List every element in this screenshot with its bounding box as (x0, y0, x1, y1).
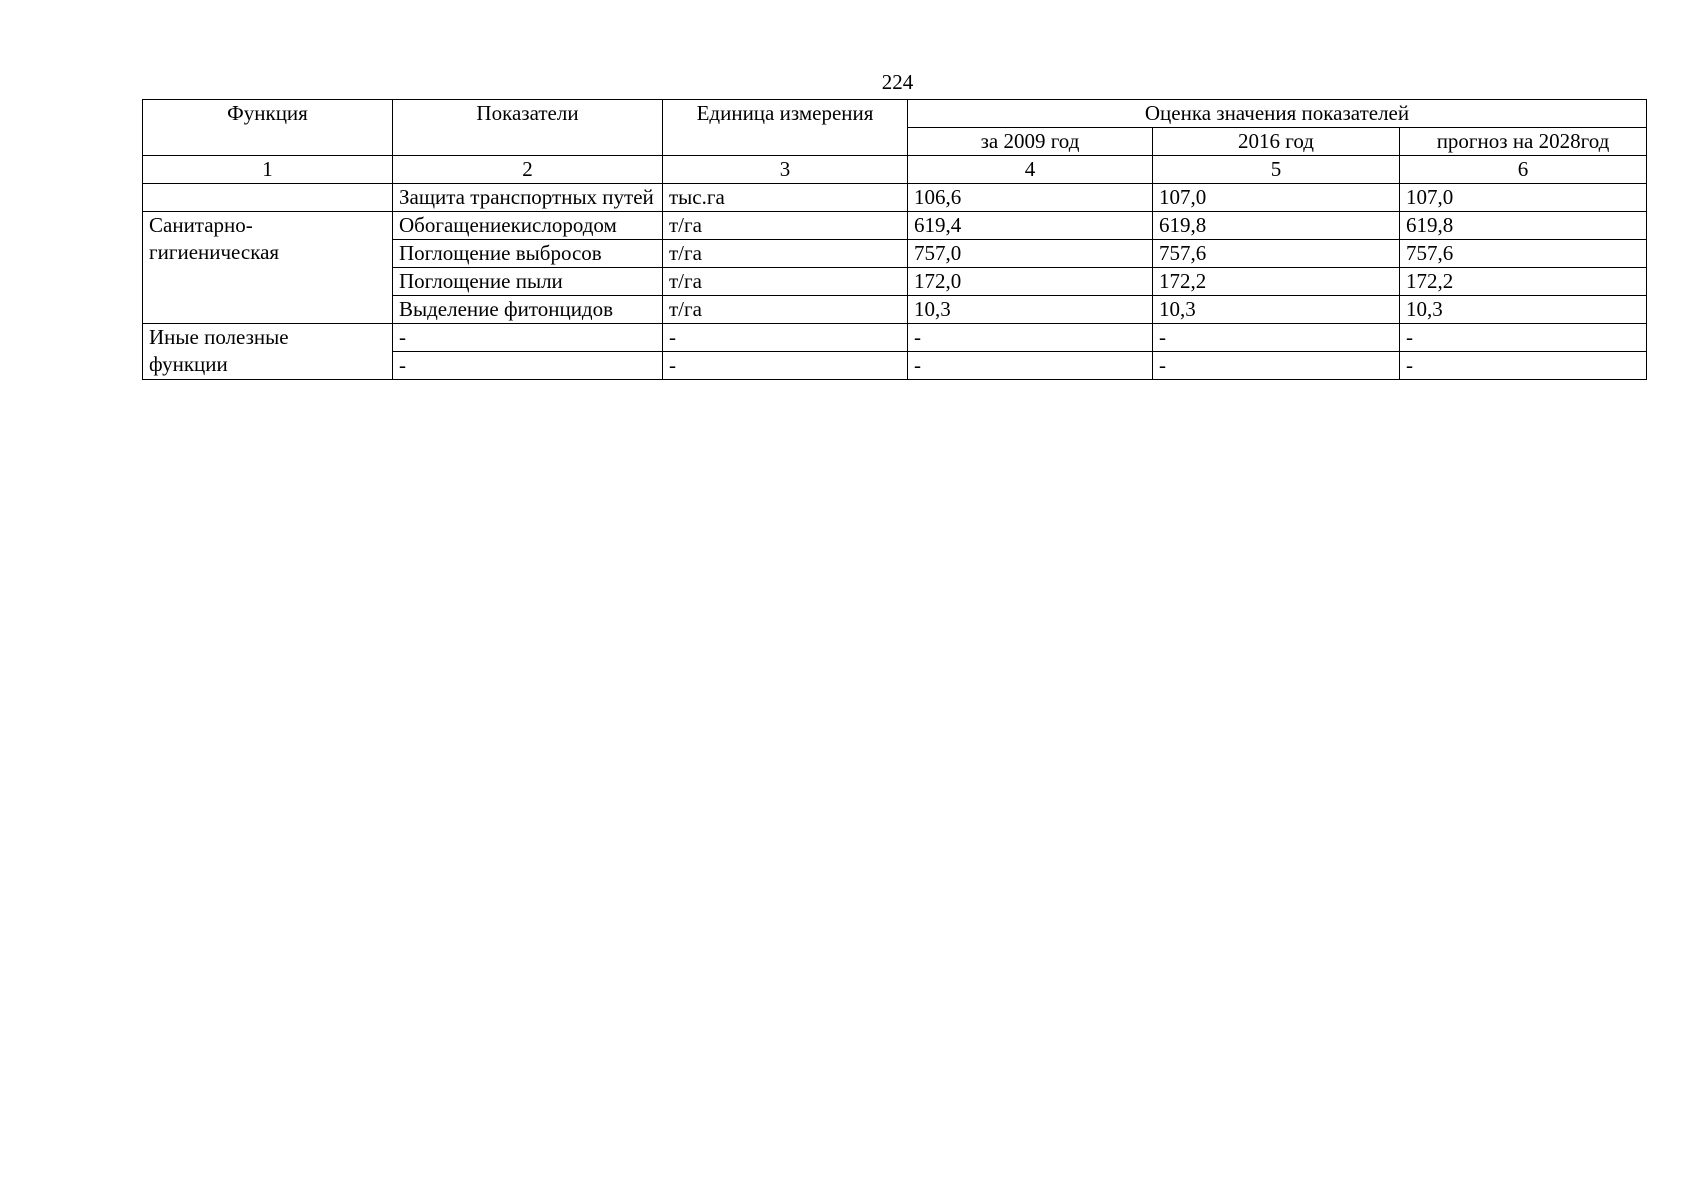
value-2016-cell: 757,6 (1153, 240, 1400, 268)
value-2016-cell: - (1153, 324, 1400, 352)
value-2009-cell: 619,4 (908, 212, 1153, 240)
value-2009-cell: 172,0 (908, 268, 1153, 296)
table-row (143, 184, 1647, 212)
header-year-2016: 2016 год (1153, 128, 1400, 156)
unit-cell: т/га (663, 268, 908, 296)
header-row-1 (143, 100, 1647, 128)
column-number: 5 (1153, 156, 1400, 184)
unit-cell: т/га (663, 240, 908, 268)
function-cell-other (143, 324, 393, 380)
indicator-cell: Защита транспортных путей (393, 184, 663, 212)
value-2009-cell: - (908, 324, 1153, 352)
header-indicators: Показатели (393, 100, 663, 156)
function-cell-empty (143, 184, 393, 212)
value-2009-cell: 10,3 (908, 296, 1153, 324)
value-2016-cell: 619,8 (1153, 212, 1400, 240)
value-2028-cell: 757,6 (1400, 240, 1647, 268)
value-2016-cell: 10,3 (1153, 296, 1400, 324)
header-forecast-2028: прогноз на 2028год (1400, 128, 1647, 156)
header-year-2009: за 2009 год (908, 128, 1153, 156)
table-row (143, 324, 1647, 352)
header-assessment: Оценка значения показателей (908, 100, 1647, 128)
function-other-line-2: функции (149, 352, 228, 376)
table-row (143, 212, 1647, 240)
column-number: 3 (663, 156, 908, 184)
unit-cell: тыс.га (663, 184, 908, 212)
value-2028-cell: 172,2 (1400, 268, 1647, 296)
value-2009-cell: 106,6 (908, 184, 1153, 212)
value-2028-cell: 619,8 (1400, 212, 1647, 240)
column-number: 1 (143, 156, 393, 184)
value-2028-cell: 10,3 (1400, 296, 1647, 324)
function-other-line-1: Иные полезные (149, 325, 289, 349)
header-function: Функция (143, 100, 393, 156)
page-number: 224 (881, 70, 914, 94)
value-2028-cell: - (1400, 352, 1647, 380)
column-number: 2 (393, 156, 663, 184)
indicator-cell: Выделение фитонцидов (393, 296, 663, 324)
function-cell-sanitary (143, 212, 393, 324)
indicators-table (142, 99, 1647, 380)
indicator-cell: Поглощение пыли (393, 268, 663, 296)
value-2028-cell: - (1400, 324, 1647, 352)
value-2016-cell: - (1153, 352, 1400, 380)
value-2009-cell: - (908, 352, 1153, 380)
column-number-row (143, 156, 1647, 184)
indicator-cell: - (393, 324, 663, 352)
value-2028-cell: 107,0 (1400, 184, 1647, 212)
indicator-cell: Обогащениекислородом (393, 212, 663, 240)
indicator-cell: - (393, 352, 663, 380)
column-number: 6 (1400, 156, 1647, 184)
unit-cell: - (663, 324, 908, 352)
header-unit: Единица измерения (663, 100, 908, 156)
unit-cell: т/га (663, 296, 908, 324)
unit-cell: т/га (663, 212, 908, 240)
unit-cell: - (663, 352, 908, 380)
function-sanitary-line-2: гигиеническая (149, 240, 280, 264)
column-number: 4 (908, 156, 1153, 184)
indicator-cell: Поглощение выбросов (393, 240, 663, 268)
value-2016-cell: 107,0 (1153, 184, 1400, 212)
value-2016-cell: 172,2 (1153, 268, 1400, 296)
value-2009-cell: 757,0 (908, 240, 1153, 268)
function-sanitary-line-1: Санитарно- (149, 213, 253, 237)
